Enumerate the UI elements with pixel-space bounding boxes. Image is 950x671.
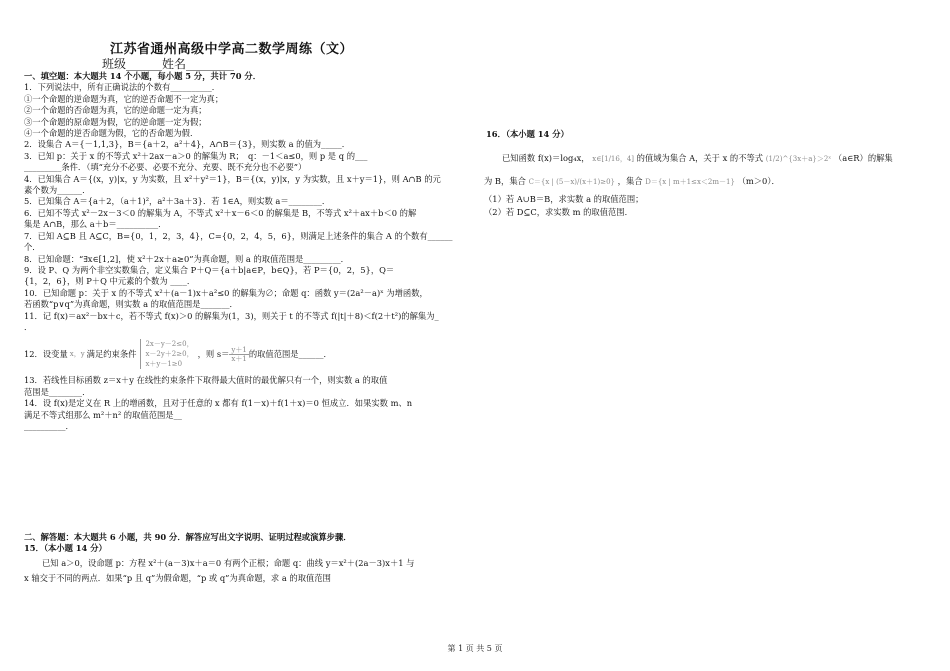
- text-line: 8．已知命题：“∃x∈[1,2]，使 x²＋2x＋a≥0”为真命题，则 a 的取值范围是_________．: [24, 253, 349, 264]
- text-line: 9．设 P、Q 为两个非空实数集合，定义集合 P＋Q＝{a＋b|a∈P，b∈Q}，若 P＝{0，2，5}，Q＝: [24, 264, 395, 275]
- text-line: 集是 A∩B，那么 a＋b＝__________．: [24, 219, 167, 230]
- text-line: 若函数“p∨q”为真命题，则实数 a 的取值范围是_______．: [24, 299, 238, 310]
- section1-lines: [24, 82, 453, 333]
- text-line: {1，2，6}，则 P＋Q 中元素的个数为 ____．: [24, 276, 196, 287]
- q12-mid: 满足约束条件: [86, 348, 137, 359]
- text-line: 个．: [24, 242, 41, 253]
- q16-line2-e: （m＞0）．: [737, 176, 780, 186]
- q12-fraction: [229, 346, 248, 363]
- text-line: 1．下列说法中，所有正确说法的个数有__________．: [24, 82, 221, 93]
- q16-line2-d: D＝{x | m＋1≤x＜2m－1}: [645, 178, 735, 186]
- section2-heading: 二、解答题：本大题共 6 小题，共 90 分．解答应写出文字说明、证明过程或演算步骤．: [24, 532, 352, 542]
- q12-prefix: 12．设变量: [24, 348, 68, 359]
- text-line: 范围是________．: [24, 386, 91, 397]
- text-line: 7．已知 A⊆B 且 A⊆C，B={0，1，2，3，4}，C={0，2，4，5，6}，则满足上述条件的集合 A 的个数有______: [24, 230, 453, 241]
- q16-line1-b: x∈[1/16，4]: [592, 155, 635, 163]
- q12-suffix: 的取值范围是______．: [248, 348, 332, 359]
- q16-line1-e: （a∈R）的解集: [833, 153, 893, 163]
- q12-constraint-system: [140, 339, 193, 369]
- text-line: 3．已知 p：关于 x 的不等式 x²＋2ax－a＞0 的解集为 R； q：－1＜a≤0，则 p 是 q 的___: [24, 150, 368, 161]
- q15-line2: x 轴交于不同的两点．如果“p 且 q”为假命题，“p 或 q”为真命题，求 a 的取值范围: [24, 572, 331, 583]
- q16-line2-c: ，集合: [617, 176, 643, 186]
- q16-line1-d: (1/2)^{3x＋a}＞2ˣ: [765, 155, 832, 163]
- text-line: 素个数为______．: [24, 185, 91, 196]
- section-answer: [24, 532, 444, 585]
- q16-line2-a: 为 B，集合: [484, 176, 526, 186]
- q12-vars: x，y: [69, 349, 85, 358]
- q15-line1: 已知 a＞0，设命题 p：方程 x²＋(a－3)x＋a＝0 有两个正根；命题 q：曲线 y＝x²＋(2a－3)x＋1 与: [42, 557, 415, 568]
- q16-line2: [484, 170, 924, 193]
- text-line: 14．设 f(x)是定义在 R 上的增函数，且对于任意的 x 都有 f(1－x)＋f(1＋x)＝0 恒成立．如果实数 m、n: [24, 398, 413, 409]
- text-line: 4．已知集合 A＝{(x，y)|x，y 为实数，且 x²＋y²＝1}，B＝{(x，y)|x，y 为实数，且 x＋y＝1}，则 A∩B 的元: [24, 173, 441, 184]
- text-line: ．: [24, 321, 33, 332]
- text-line: 6．已知不等式 x²－2x－3＜0 的解集为 A，不等式 x²＋x－6＜0 的解集是 B，不等式 x²＋ax＋b＜0 的解: [24, 207, 417, 218]
- q12-constraint-1: 2x－y－2≤0，: [145, 340, 194, 349]
- text-line: 满足不等式组那么 m²＋n² 的取值范围是__: [24, 409, 182, 420]
- text-line: ③一个命题的原命题为假，它的逆命题一定为假；: [24, 116, 207, 127]
- text-line: ②一个命题的否命题为真，它的逆命题一定为真；: [24, 105, 207, 116]
- text-line: __________．: [24, 420, 74, 431]
- text-line: 10．已知命题 p：关于 x 的不等式 x²＋(a－1)x＋a²≤0 的解集为∅；命题 q：函数 y＝(2a²－a)ˣ 为增函数，: [24, 287, 428, 298]
- page-title: 江苏省通州高级中学高二数学周练（文）: [110, 42, 354, 57]
- q12-fraction-den: x＋1: [231, 354, 247, 363]
- q16-line1-c: 的值域为集合 A，关于 x 的不等式: [636, 153, 764, 163]
- text-line: 2．设集合 A＝{－1,1,3}，B＝{a＋2，a²＋4}，A∩B＝{3}，则实数 a 的值为_____．: [24, 139, 351, 150]
- q16-line1: [484, 147, 924, 170]
- q12-constraint-2: x－2y＋2≥0，: [145, 350, 194, 359]
- text-line: 13．若线性目标函数 z＝x＋y 在线性约束条件下取得最大值时的最优解只有一个，则实数 a 的取值: [24, 375, 388, 386]
- q12-constraint-3: x＋y－1≥0: [145, 360, 183, 369]
- q16-line1-a: 已知函数 f(x)＝log₄x，: [502, 153, 590, 163]
- text-line: 5．已知集合 A＝{a＋2，（a＋1)²，a²＋3a＋3}．若 1∈A，则实数 a＝________．: [24, 196, 331, 207]
- text-line: ①一个命题的逆命题为真，它的逆否命题不一定为真；: [24, 93, 224, 104]
- q16-line2-b: C＝{x | (5－x)/(x＋1)≥0}: [528, 178, 616, 186]
- class-name-line: 班级______姓名________: [102, 57, 235, 71]
- text-line: ④一个命题的逆否命题为假，它的否命题为假．: [24, 128, 199, 139]
- text-line: _________条件．（填“充分不必要、必要不充分、充要、既不充分也不必要”）: [24, 162, 307, 173]
- question-12: [24, 333, 444, 375]
- page-footer: 第 1 页 共 5 页: [447, 644, 503, 653]
- section1-lines-after: [24, 375, 444, 432]
- q16-label: 16．（本小题 14 分）: [486, 129, 569, 139]
- q12-fraction-num: y＋1: [231, 345, 247, 354]
- q15-label: 15．（本小题 14 分）: [24, 543, 107, 554]
- section-fill-in: [24, 71, 453, 432]
- section1-heading: 一、填空题：本大题共 14 个小题，每小题 5 分，共计 70 分．: [24, 71, 262, 81]
- text-line: 11．记 f(x)＝ax²－bx＋c，若不等式 f(x)＞0 的解集为(1，3)，则关于 t 的不等式 f(|t|＋8)＜f(2＋t²)的解集为_: [24, 310, 439, 321]
- q12-then: ，则 s＝: [197, 348, 230, 359]
- question-16: [484, 128, 924, 219]
- q16-sub1: （1）若 A∪B＝B，求实数 a 的取值范围；: [484, 194, 644, 204]
- q16-sub2: （2）若 D⊆C，求实数 m 的取值范围．: [484, 207, 633, 217]
